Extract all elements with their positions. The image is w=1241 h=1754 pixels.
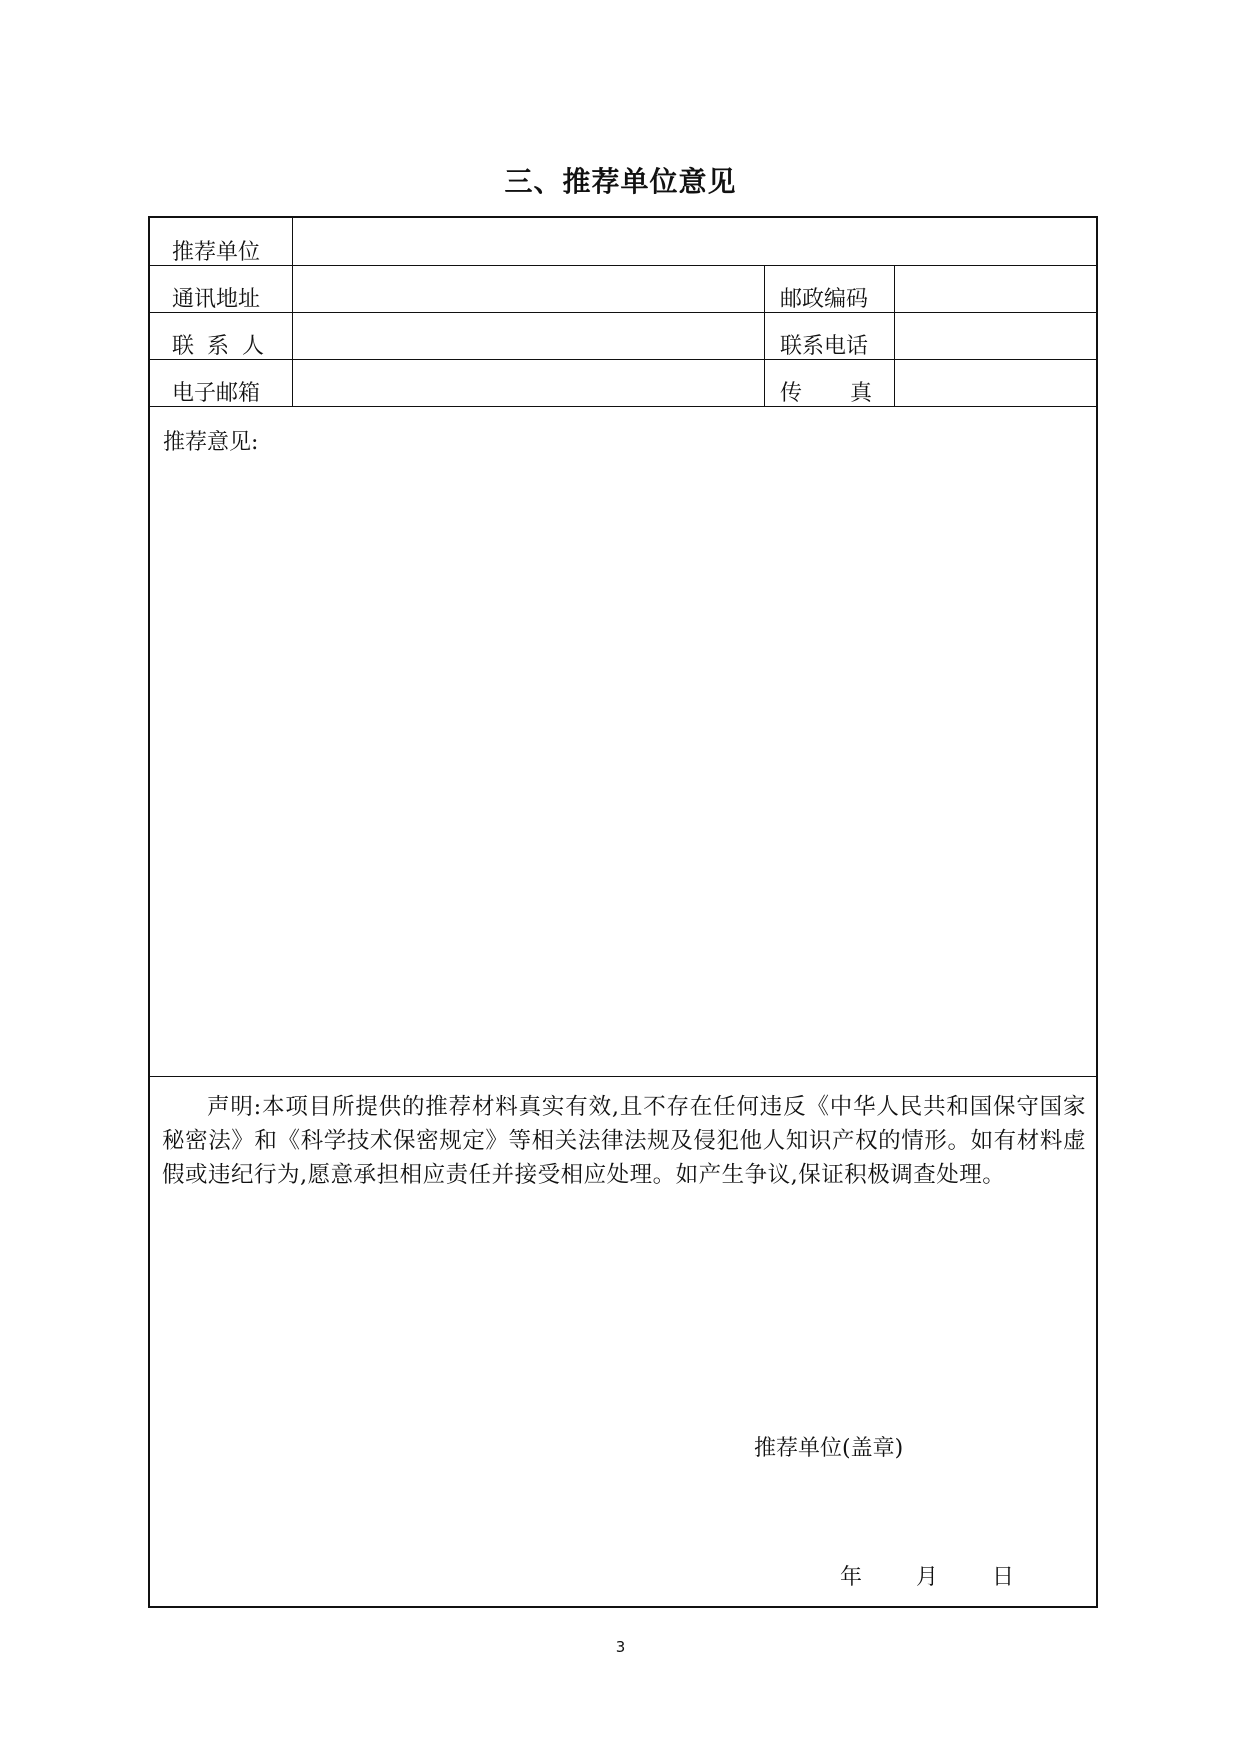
fax-label-char: 真 — [849, 381, 872, 406]
opinion-label: 推荐意见: — [163, 430, 259, 455]
date-month: 月 — [916, 1565, 939, 1590]
stamp-label: 推荐单位(盖章) — [754, 1436, 904, 1461]
opinion-textarea[interactable] — [160, 466, 1090, 1070]
postcode-input[interactable] — [896, 267, 1094, 311]
unit-input[interactable] — [294, 220, 1094, 264]
contact-label-char: 人 — [241, 334, 264, 359]
date-day: 日 — [992, 1565, 1015, 1590]
recommendation-form — [148, 216, 1098, 1608]
contact-label — [172, 334, 264, 360]
label-column-divider — [292, 218, 293, 406]
middle-column-divider — [764, 265, 765, 406]
declaration-text: 声明:本项目所提供的推荐材料真实有效,且不存在任何违反《中华人民共和国保守国家秘密法》和《科学技术保密规定》等相关法律法规及侵犯他人知识产权的情形。如有材料虚假或违纪行为,愿意承担相应责任并接受相应处理。如产生争议,保证积极调查处理。 — [162, 1094, 1086, 1188]
contact-label-char: 系 — [206, 334, 229, 359]
fax-label-char: 传 — [780, 381, 803, 406]
section-divider — [150, 1076, 1096, 1077]
contact-input[interactable] — [294, 314, 762, 358]
date-year: 年 — [840, 1565, 863, 1590]
right-column-divider — [894, 265, 895, 406]
page-number: 3 — [615, 1638, 626, 1656]
contact-label-char: 联 — [172, 334, 195, 359]
phone-label: 联系电话 — [780, 334, 869, 359]
row-divider — [150, 406, 1096, 407]
email-label: 电子邮箱 — [172, 381, 261, 406]
fax-input[interactable] — [896, 361, 1094, 405]
page-title: 三、推荐单位意见 — [504, 165, 737, 198]
address-label: 通讯地址 — [172, 287, 261, 312]
email-input[interactable] — [294, 361, 762, 405]
fax-label — [780, 381, 872, 407]
postcode-label: 邮政编码 — [780, 287, 869, 312]
unit-label: 推荐单位 — [172, 240, 261, 265]
phone-input[interactable] — [896, 314, 1094, 358]
address-input[interactable] — [294, 267, 762, 311]
